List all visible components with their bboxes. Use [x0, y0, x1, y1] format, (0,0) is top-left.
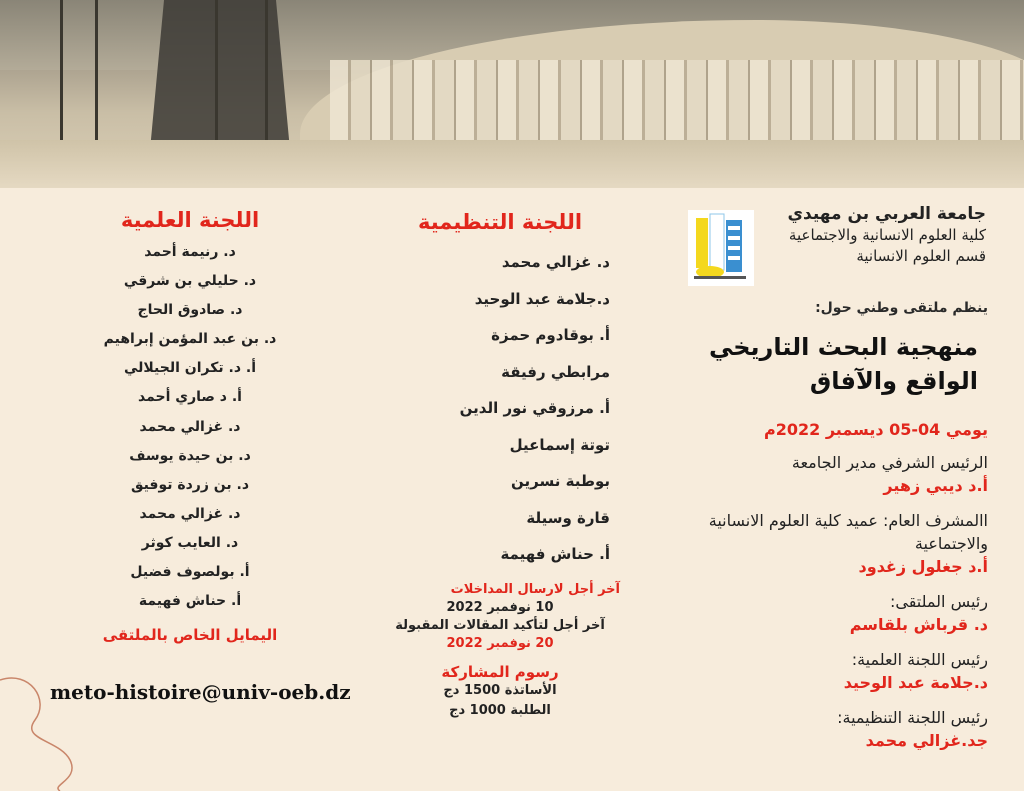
committee-member: أ. حناش فهيمة [500, 545, 610, 563]
fees-heading: رسوم المشاركة [441, 662, 559, 681]
committee-member: د. صادوق الحاج [137, 302, 243, 319]
event-title-line1: منهجية البحث التاريخي [708, 333, 978, 361]
header-banner-image [0, 0, 1024, 188]
submission-deadline-label: آخر أجل لارسال المداخلات [450, 581, 620, 597]
event-info [678, 300, 988, 752]
ship-illustration [150, 0, 290, 150]
official-block [678, 590, 988, 636]
committee-member: قارة وسيلة [526, 508, 610, 527]
committee-member: أ. د صاري أحمد [138, 389, 242, 406]
university-header [787, 204, 986, 267]
event-intro: ينظم ملتقى وطني حول: [815, 300, 988, 316]
official-block [678, 451, 988, 497]
committee-member: د. غزالي محمد [139, 505, 241, 522]
committee-member: د.جلامة عبد الوحيد [474, 289, 610, 308]
official-role: رئيس الملتقى: [889, 592, 988, 611]
committee-member: د. رنيمة أحمد [144, 244, 236, 260]
committee-member: د. بن حيدة يوسف [129, 447, 251, 464]
official-role: االمشرف العام: عميد كلية العلوم الانسانية والاجتماعية [708, 511, 988, 553]
committee-member: مرابطي رفيقة [501, 362, 610, 381]
confirmation-deadline-date: 20 نوفمبر 2022 [446, 635, 554, 651]
committee-member: بوطبة نسرين [511, 472, 610, 490]
contact-email[interactable]: meto-histoire@univ-oeb.dz [50, 680, 351, 704]
committee-member: د. بن عبد المؤمن إبراهيم [103, 331, 277, 348]
university-logo [688, 210, 754, 286]
official-block [678, 509, 988, 578]
university-name: جامعة العربي بن مهيدي [787, 204, 986, 224]
event-title-line2: الواقع والآفاق [809, 367, 978, 395]
committee-member: أ. د. تكران الجيلالي [123, 360, 256, 377]
committee-member: أ. حناش فهيمة [138, 593, 242, 610]
committee-member: د. العايب كوثر [141, 534, 239, 551]
committee-member: د. بن زردة توفيق [130, 476, 250, 493]
official-role: الرئيس الشرفي مدير الجامعة [791, 453, 988, 472]
committee-member: توتة إسماعيل [509, 435, 610, 454]
organizing-committee [380, 210, 620, 721]
submission-deadline-date: 10 نوفمبر 2022 [446, 599, 554, 615]
committee-member: أ. بولصوف فضيل [130, 564, 250, 581]
official-block [678, 648, 988, 694]
department-name: قسم العلوم الانسانية [856, 247, 986, 265]
decorative-squiggle [0, 670, 110, 791]
official-name: أ.د جغلول زغدود [858, 557, 988, 576]
committee-member: أ. بوقادوم حمزة [491, 326, 610, 344]
committee-member: أ. مرزوقي نور الدين [459, 399, 610, 417]
fee-professors: الأساتذة 1500 دج [443, 682, 557, 698]
email-label: اليمايل الخاص بالملتقى [102, 626, 278, 645]
organizing-committee-heading: اللجنة التنظيمية [417, 210, 583, 234]
committee-member: د. حليلي بن شرقي [123, 273, 257, 290]
fee-students: الطلبة 1000 دج [449, 702, 551, 718]
scientific-committee-heading: اللجنة العلمية [120, 208, 260, 232]
official-name: د.جلامة عبد الوحيد [843, 673, 988, 692]
official-block [678, 706, 988, 752]
official-role: رئيس اللجنة التنظيمية: [837, 708, 988, 727]
official-name: جد.غزالي محمد [865, 731, 988, 750]
faculty-name: كلية العلوم الانسانية والاجتماعية [788, 226, 986, 244]
scientific-committee [70, 208, 310, 644]
official-name: د. قرباش بلقاسم [849, 615, 988, 634]
official-name: أ.د ديبي زهير [883, 476, 988, 495]
event-dates: يومي 04-05 ديسمبر 2022م [764, 420, 988, 439]
official-role: رئيس اللجنة العلمية: [851, 650, 988, 669]
confirmation-deadline-label: آخر أجل لتأكيد المقالات المقبولة [395, 617, 605, 633]
committee-member: د. غزالي محمد [501, 253, 610, 271]
committee-member: د. غزالي محمد [139, 418, 241, 435]
